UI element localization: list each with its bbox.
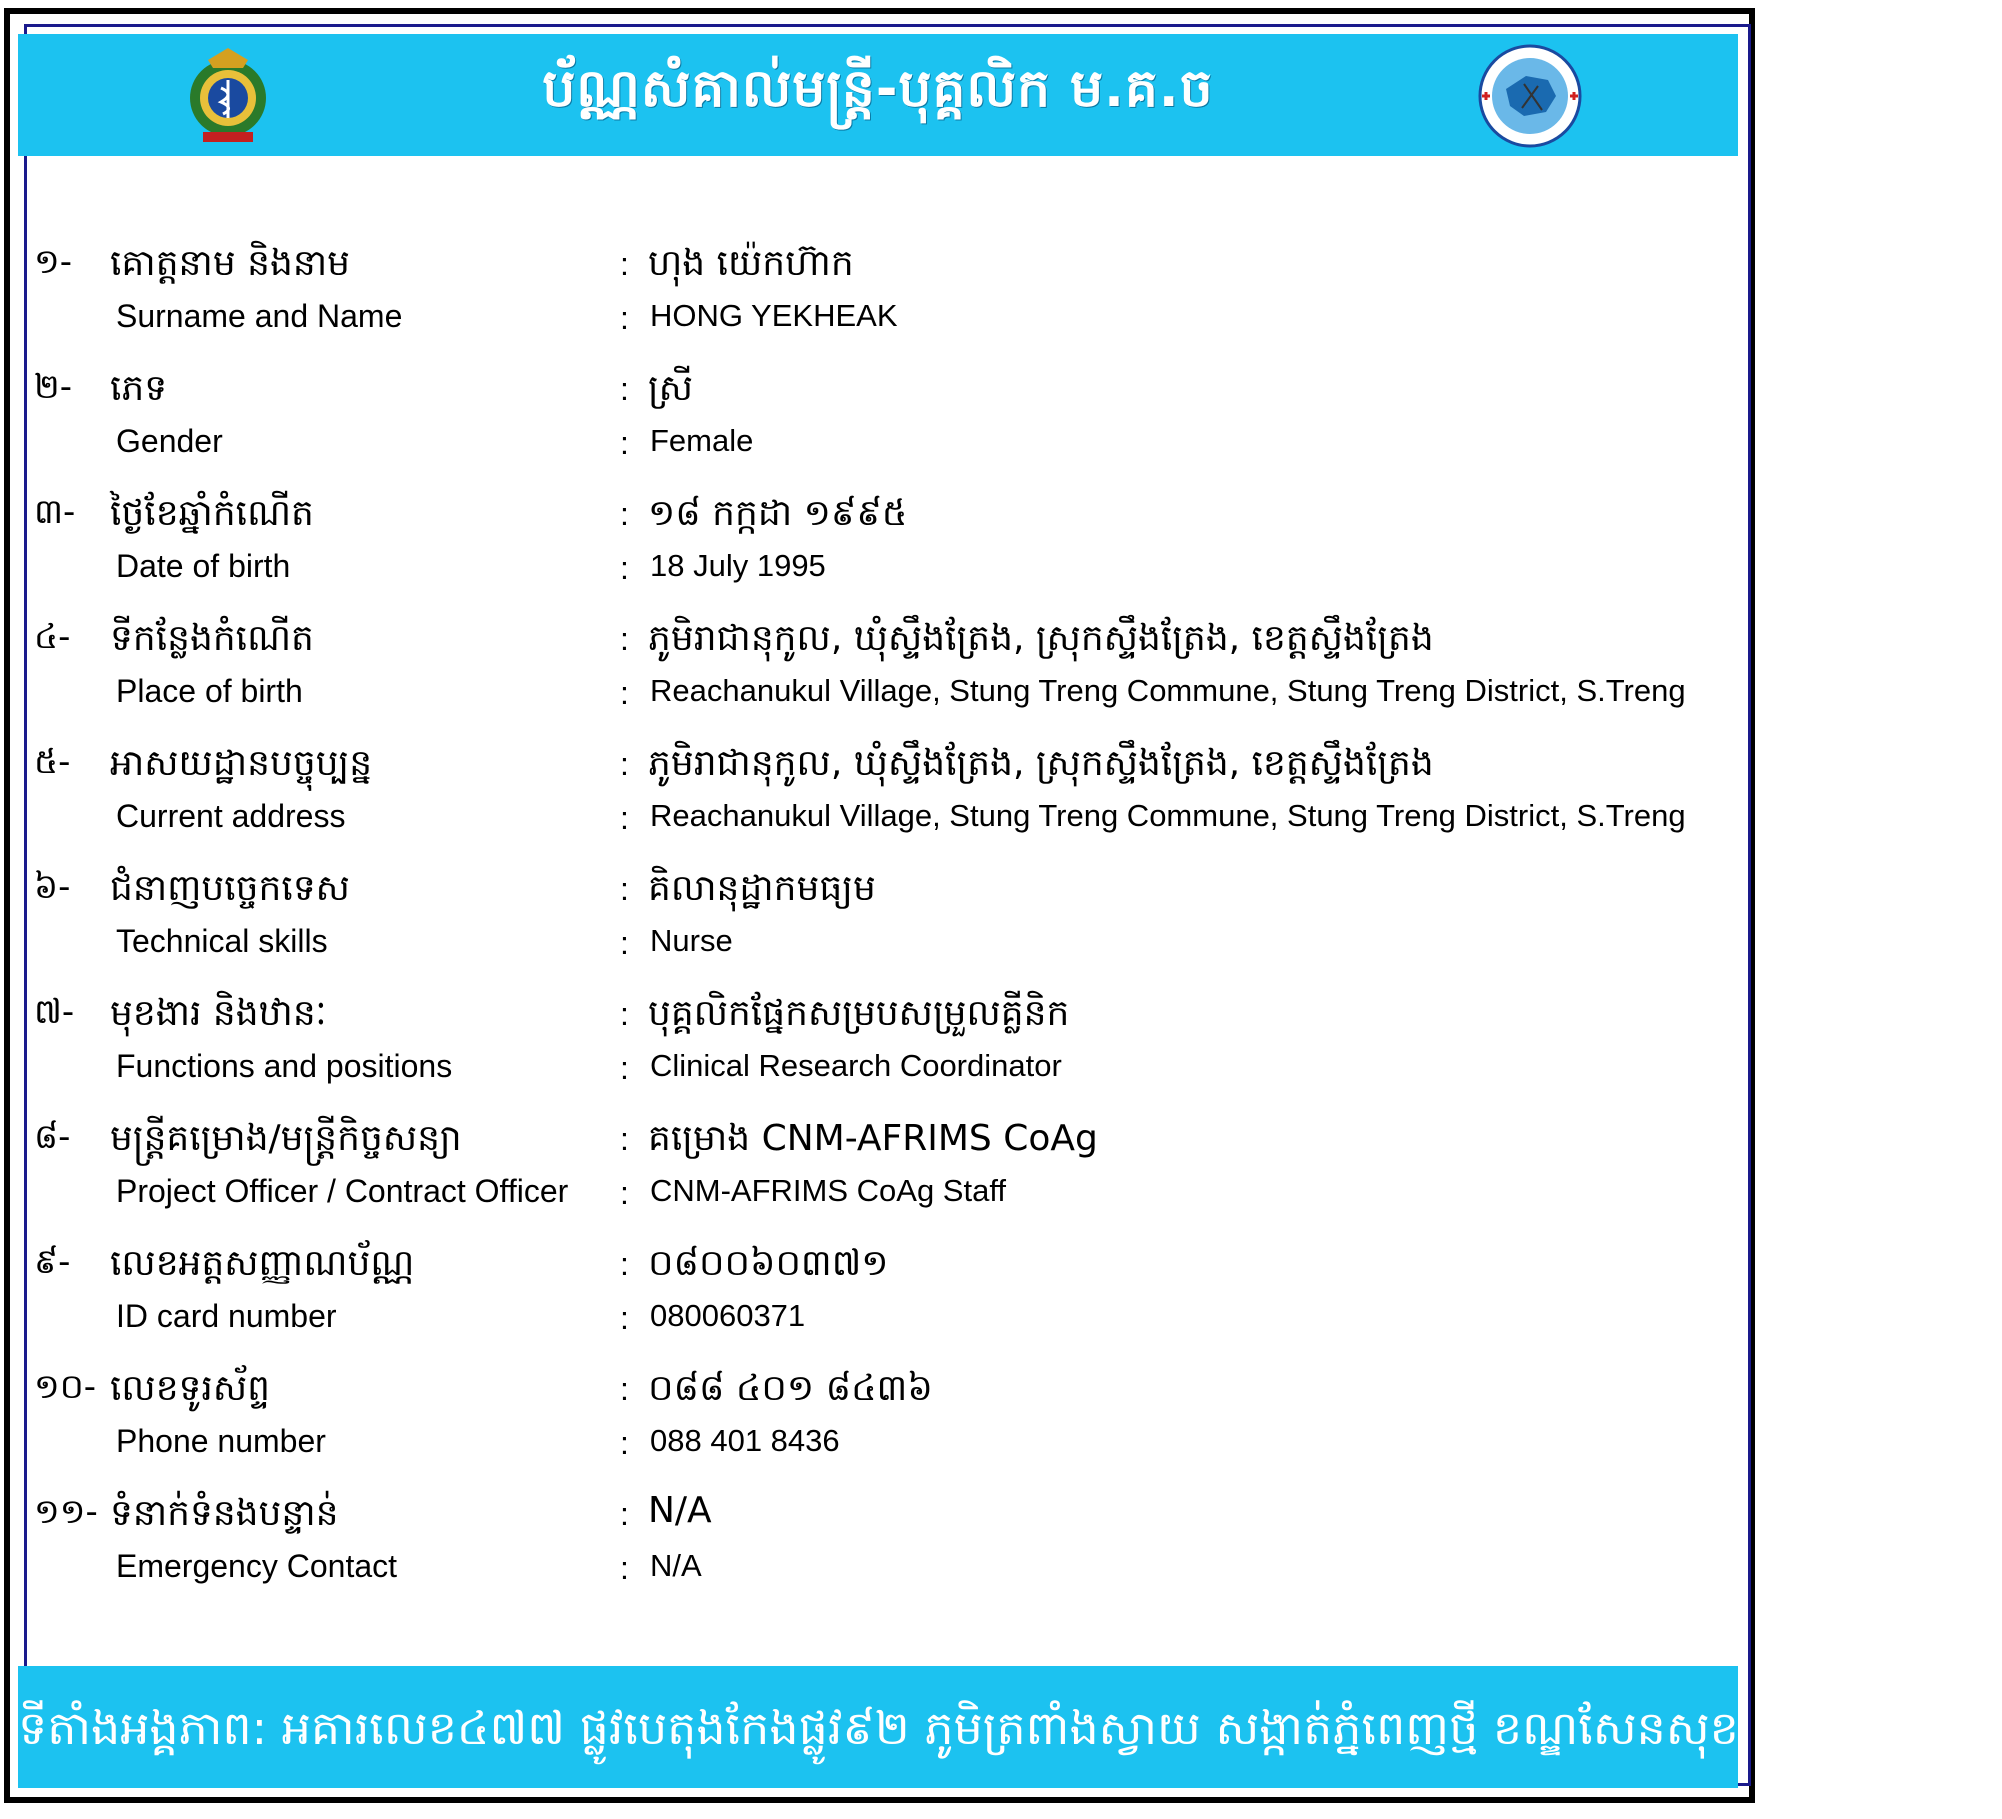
field-colon: : — [620, 996, 629, 1032]
field-row-kh — [0, 1240, 1771, 1300]
field-number: ៥- — [34, 742, 71, 782]
field-row-kh — [0, 240, 1771, 300]
header-banner — [18, 34, 1738, 156]
field-value-kh: ០៨០០៦០៣៧១ — [648, 1243, 889, 1284]
field-colon: : — [620, 496, 629, 532]
field-value-en: N/A — [650, 1548, 702, 1583]
field-value-en: 18 July 1995 — [650, 548, 826, 583]
field-label-en: Emergency Contact — [116, 1548, 398, 1584]
field-label-en: Functions and positions — [116, 1048, 453, 1084]
field-value-en: 080060371 — [650, 1298, 806, 1333]
field-row-kh — [0, 1490, 1771, 1550]
field-colon: : — [620, 1550, 629, 1586]
field-row-en — [0, 423, 1771, 483]
field-label-en: Current address — [116, 798, 346, 834]
field-colon: : — [620, 425, 629, 461]
field-label-kh: ថ្ងៃខែឆ្នាំកំណើត — [110, 493, 314, 534]
footer-banner — [18, 1666, 2002, 1788]
field-label-en: Technical skills — [116, 923, 328, 959]
field-colon: : — [620, 621, 629, 657]
field-label-en: Place of birth — [116, 673, 303, 709]
field-row-en — [0, 673, 1771, 733]
field-row-kh — [0, 740, 1771, 800]
field-colon: : — [620, 300, 629, 336]
field-value-kh: ១៨ កក្កដា ១៩៩៥ — [648, 493, 908, 534]
field-label-en: Surname and Name — [116, 298, 403, 334]
field-row-en — [0, 1548, 1771, 1608]
field-value-en: Nurse — [650, 923, 733, 958]
field-row-en — [0, 798, 1771, 858]
field-number: ១០- — [34, 1367, 97, 1407]
field-row-kh — [0, 865, 1771, 925]
field-value-kh: គម្រោង CNM-AFRIMS CoAg — [648, 1118, 1098, 1159]
field-label-kh: ទីកន្លែងកំណើត — [110, 618, 314, 659]
field-colon: : — [620, 246, 629, 282]
office-address: ទីតាំងអង្គភាព: អគារលេខ៤៧៧ ផ្លូវបេតុងកែងផ្លូវ៩២ ភូមិត្រពាំងស្វាយ សង្កាត់ភ្នំពេញថ្មី ខណ្ឌសែនសុខ រាជធានីភ្នំពេញ — [18, 1701, 2002, 1755]
field-row-kh — [0, 1115, 1771, 1175]
field-value-kh: ភូមិរាជានុកូល, ឃុំស្ទឹងត្រែង, ស្រុកស្ទឹងត្រែង, ខេត្តស្ទឹងត្រែង — [648, 618, 1434, 659]
field-colon: : — [620, 1175, 629, 1211]
field-label-en: Date of birth — [116, 548, 291, 584]
field-colon: : — [620, 1050, 629, 1086]
field-label-en: Gender — [116, 423, 223, 459]
field-value-kh: N/A — [648, 1490, 712, 1531]
field-number: ៤- — [34, 617, 71, 657]
field-value-en: Reachanukul Village, Stung Treng Commune, Stung Treng District, S.Treng — [650, 673, 1686, 708]
field-label-en: Phone number — [116, 1423, 326, 1459]
field-colon: : — [620, 1371, 629, 1407]
field-row-en — [0, 1048, 1771, 1108]
field-label-en: Project Officer / Contract Officer — [116, 1173, 569, 1209]
field-label-kh: លេខទូរស័ព្ទ — [110, 1368, 270, 1409]
field-colon: : — [620, 371, 629, 407]
field-value-kh: គិលានុដ្ឋាកមធ្យម — [648, 868, 876, 909]
field-label-kh: មន្ត្រីគម្រោង/មន្ត្រីកិច្ចសន្យា — [110, 1118, 462, 1159]
field-colon: : — [620, 1496, 629, 1532]
field-row-en — [0, 298, 1771, 358]
field-value-en: Female — [650, 423, 754, 458]
field-row-kh — [0, 1365, 1771, 1425]
field-row-kh — [0, 990, 1771, 1050]
field-row-en — [0, 548, 1771, 608]
field-value-en: Clinical Research Coordinator — [650, 1048, 1062, 1083]
field-colon: : — [620, 1300, 629, 1336]
field-label-kh: អាសយដ្ឋានបច្ចុប្បន្ន — [110, 743, 373, 784]
field-row-kh — [0, 490, 1771, 550]
field-label-kh: ភេទ — [110, 368, 168, 409]
field-row-en — [0, 1173, 1771, 1233]
field-colon: : — [620, 1425, 629, 1461]
field-colon: : — [620, 1121, 629, 1157]
field-colon: : — [620, 746, 629, 782]
field-number: ១១- — [34, 1492, 98, 1532]
field-number: ៨- — [34, 1117, 71, 1157]
field-label-kh: ជំនាញបច្ចេកទេស — [110, 868, 350, 909]
field-label-kh: ទំនាក់ទំនងបន្ទាន់ — [110, 1493, 339, 1534]
card-title: ប័ណ្ណសំគាល់មន្ត្រី-បុគ្គលិក ម.គ.ច — [542, 59, 1214, 119]
field-value-en: CNM-AFRIMS CoAg Staff — [650, 1173, 1007, 1208]
field-number: ៦- — [34, 867, 71, 907]
field-label-kh: លេខអត្តសញ្ញាណប័ណ្ណ — [110, 1243, 415, 1284]
field-number: ៧- — [34, 992, 75, 1032]
field-value-en: Reachanukul Village, Stung Treng Commune, Stung Treng District, S.Treng — [650, 798, 1686, 833]
field-value-kh: ០៨៨ ៤០១ ៨៤៣៦ — [648, 1368, 933, 1409]
field-number: ៣- — [34, 492, 76, 532]
field-label-kh: មុខងារ និងឋានៈ — [110, 993, 327, 1034]
field-row-en — [0, 923, 1771, 983]
field-colon: : — [620, 1246, 629, 1282]
field-colon: : — [620, 675, 629, 711]
cnm-cambodia-map-icon — [1476, 44, 1584, 148]
field-row-kh — [0, 365, 1771, 425]
field-value-kh: ហុង យ៉េកហ៊ាក — [648, 243, 854, 284]
field-value-en: 088 401 8436 — [650, 1423, 840, 1458]
field-value-en: HONG YEKHEAK — [650, 298, 898, 333]
field-row-en — [0, 1423, 1771, 1483]
field-value-kh: ភូមិរាជានុកូល, ឃុំស្ទឹងត្រែង, ស្រុកស្ទឹងត្រែង, ខេត្តស្ទឹងត្រែង — [648, 743, 1434, 784]
field-label-en: ID card number — [116, 1298, 337, 1334]
field-colon: : — [620, 871, 629, 907]
field-row-kh — [0, 615, 1771, 675]
field-colon: : — [620, 925, 629, 961]
field-number: ១- — [34, 242, 73, 282]
field-colon: : — [620, 800, 629, 836]
field-number: ២- — [34, 367, 73, 407]
field-value-kh: ស្រី — [648, 368, 693, 409]
field-colon: : — [620, 550, 629, 586]
field-value-kh: បុគ្គលិកផ្នែកសម្របសម្រួលគ្លីនិក — [648, 993, 1070, 1034]
field-label-kh: គោត្តនាម និងនាម — [110, 243, 350, 284]
field-row-en — [0, 1298, 1771, 1358]
field-number: ៩- — [34, 1242, 71, 1282]
